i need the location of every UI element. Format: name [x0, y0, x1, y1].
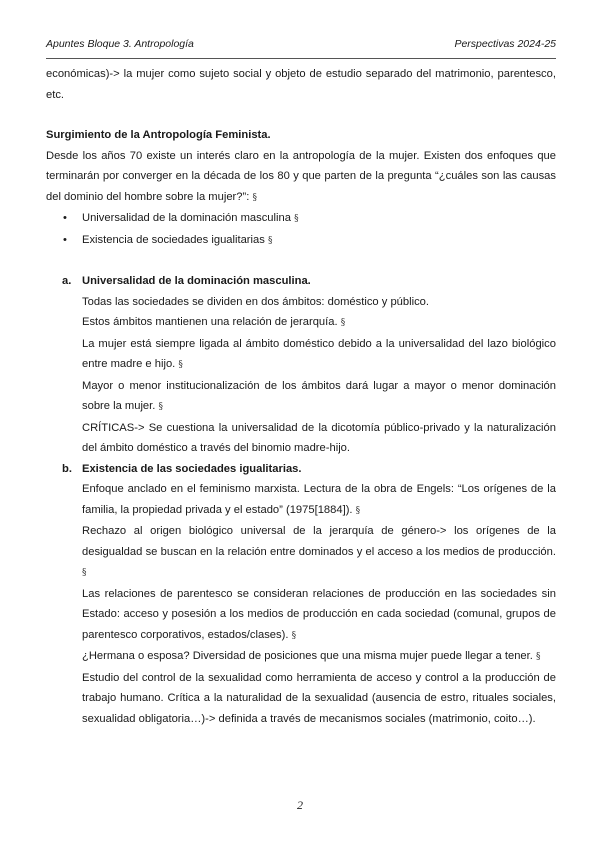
paragraph-text: Estos ámbitos mantienen una relación de jerarquía.: [82, 316, 338, 328]
subsection-marker: b.: [62, 462, 72, 475]
subsection-paragraph: [82, 292, 556, 313]
subsection-paragraph: [82, 479, 556, 521]
subsection-paragraph: [82, 668, 556, 730]
note-symbol: §: [82, 568, 87, 578]
header-course: Perspectivas 2024-25: [454, 38, 556, 50]
document-body: [46, 64, 556, 729]
subsection-marker: a.: [62, 275, 72, 287]
note-symbol: §: [158, 402, 163, 412]
subsection-paragraph: [82, 521, 556, 584]
paragraph-text: ¿Hermana o esposa? Diversidad de posiciones que una misma mujer puede llegar a tener.: [82, 650, 533, 662]
subsection-title: Universalidad de la dominación masculina.: [82, 275, 311, 287]
intro-paragraph: económicas)-> la mujer como sujeto social y objeto de estudio separado del matrimonio, parentesco, etc.: [46, 68, 556, 101]
paragraph-text: Enfoque anclado en el feminismo marxista. Lectura de la obra de Engels: “Los orígenes de la familia, la propiedad privada y el estado” (1975[1884]).: [82, 483, 556, 516]
subsection-paragraph: [82, 646, 556, 668]
paragraph-text: La mujer está siempre ligada al ámbito doméstico debido a la universalidad del lazo biológico entre madre e hijo.: [82, 337, 556, 370]
note-symbol: §: [340, 318, 346, 328]
paragraph-text: Rechazo al origen biológico universal de la jerarquía de género-> los orígenes de la desigualdad se buscan en la relación entre dominados y el acceso a los medios de producción.: [82, 525, 556, 558]
note-symbol: §: [252, 192, 257, 203]
note-symbol: §: [535, 652, 541, 662]
section-paragraph: [46, 146, 556, 209]
page-number: 2: [297, 798, 303, 812]
subsection-heading: [46, 271, 556, 292]
subsection-paragraph: [82, 312, 556, 334]
note-symbol: §: [178, 360, 183, 370]
header-title: Apuntes Bloque 3. Antropología: [46, 38, 194, 50]
note-symbol: §: [291, 630, 297, 641]
bullet-text: Universalidad de la dominación masculina: [82, 212, 291, 224]
bullet-icon: •: [63, 233, 67, 246]
paragraph-text: CRÍTICAS-> Se cuestiona la universalidad de la dicotomía público-privado y la naturalización del ámbito doméstico a través del binomio madre-hijo.: [82, 421, 556, 454]
subsection-b: [46, 459, 556, 730]
subsection-title: Existencia de las sociedades igualitarias.: [82, 462, 302, 475]
paragraph-text: Estudio del control de la sexualidad como herramienta de acceso y control a la producción de trabajo humano. Crítica a la naturalidad de la sexualidad (ausencia de estro, rituales sociales, sexualidad obligatoria…)-> definida a través de mecanismos sociales (matrimonio, coito…).: [82, 671, 556, 725]
subsection-paragraph: [82, 376, 556, 418]
subsection-a: [46, 271, 556, 459]
note-symbol: §: [294, 214, 299, 224]
subsection-paragraph: [82, 418, 556, 459]
note-symbol: §: [355, 505, 361, 516]
bullet-text: Existencia de sociedades igualitarias: [82, 233, 265, 246]
bullet-item: [46, 208, 556, 230]
paragraph-text: Las relaciones de parentesco se consideran relaciones de producción en las sociedades sin Estado: acceso y posesión a los medios de producción en cada sociedad (comunal, grupos de parentesco corporativos, estados/clases).: [82, 587, 556, 641]
bullet-list: [46, 208, 556, 251]
section-paragraph-text: Desde los años 70 existe un interés claro en la antropología de la mujer. Existen dos enfoques que terminarán por converger en la década de los 80 y que parten de la pregunta “¿cuáles son las causas del dominio del hombre sobre la mujer?”:: [46, 149, 556, 203]
page-header: [46, 38, 556, 59]
bullet-item: [46, 230, 556, 252]
paragraph-text: Todas las sociedades se dividen en dos ámbitos: doméstico y público.: [82, 295, 430, 308]
section-heading: Surgimiento de la Antropología Feminista.: [46, 129, 271, 141]
subsection-paragraph: [82, 584, 556, 647]
subsection-heading: [46, 459, 556, 480]
subsection-paragraph: [82, 334, 556, 376]
note-symbol: §: [267, 235, 273, 246]
paragraph-text: Mayor o menor institucionalización de los ámbitos dará lugar a mayor o menor dominación sobre la mujer.: [82, 379, 556, 412]
bullet-icon: •: [63, 212, 67, 224]
